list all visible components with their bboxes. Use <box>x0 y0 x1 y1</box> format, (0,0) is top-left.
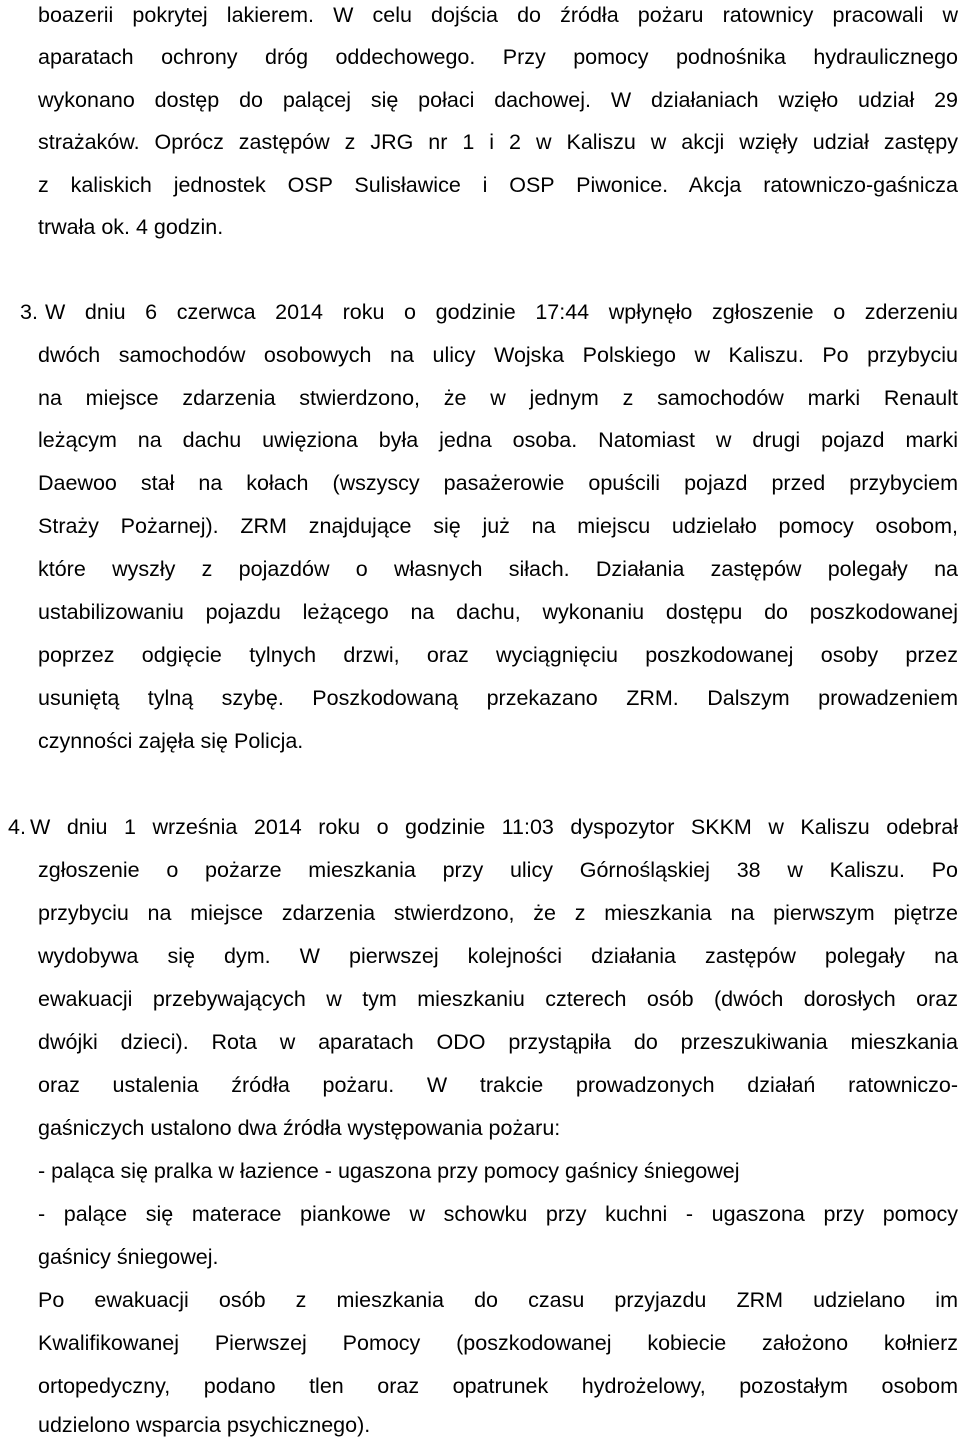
item-number: 4. <box>8 815 26 839</box>
text-line: z kaliskich jednostek OSP Sulisławice i OSP Piwonice. Akcja ratowniczo-gaśnicza <box>38 173 958 197</box>
text-line: boazerii pokrytej lakierem. W celu dojścia do źródła pożaru ratownicy pracowali w <box>38 3 958 27</box>
text-line: gaśnicy śniegowej. <box>38 1245 219 1269</box>
text-line: leżącym na dachu uwięziona była jedna osoba. Natomiast w drugi pojazd marki <box>38 428 958 452</box>
text-line: dwóch samochodów osobowych na ulicy Wojska Polskiego w Kaliszu. Po przybyciu <box>38 343 958 367</box>
text-line: poprzez odgięcie tylnych drzwi, oraz wyciągnięciu poszkodowanej osoby przez <box>38 643 958 667</box>
text-line: udzielono wsparcia psychicznego). <box>38 1413 371 1437</box>
text-line: Kwalifikowanej Pierwszej Pomocy (poszkodowanej kobiecie założono kołnierz <box>38 1331 958 1355</box>
text-line: przybyciu na miejsce zdarzenia stwierdzono, że z mieszkania na pierwszym piętrze <box>38 901 958 925</box>
text-line: które wyszły z pojazdów o własnych siłach. Działania zastępów polegały na <box>38 557 958 581</box>
text-line: ustabilizowaniu pojazdu leżącego na dachu, wykonaniu dostępu do poszkodowanej <box>38 600 958 624</box>
text-line: ortopedyczny, podano tlen oraz opatrunek hydrożelowy, pozostałym osobom <box>38 1374 958 1398</box>
bullet-line: - palące się materace piankowe w schowku przy kuchni - ugaszona przy pomocy <box>38 1202 958 1226</box>
text-line: zgłoszenie o pożarze mieszkania przy ulicy Górnośląskiej 38 w Kaliszu. Po <box>38 858 958 882</box>
text-line: ewakuacji przebywających w tym mieszkaniu czterech osób (dwóch dorosłych oraz <box>38 987 958 1011</box>
text-line: Po ewakuacji osób z mieszkania do czasu przyjazdu ZRM udzielano im <box>38 1288 958 1312</box>
text-line: aparatach ochrony dróg oddechowego. Przy pomocy podnośnika hydraulicznego <box>38 45 958 69</box>
text-line: W dniu 6 czerwca 2014 roku o godzinie 17:44 wpłynęło zgłoszenie o zderzeniu <box>45 300 958 324</box>
text-line: strażaków. Oprócz zastępów z JRG nr 1 i 2 w Kaliszu w akcji wzięły udział zastępy <box>38 130 958 154</box>
text-line: dwójki dzieci). Rota w aparatach ODO przystąpiła do przeszukiwania mieszkania <box>38 1030 958 1054</box>
text-line: wydobywa się dym. W pierwszej kolejności działania zastępów polegały na <box>38 944 958 968</box>
text-line: wykonano dostęp do palącej się połaci dachowej. W działaniach wzięło udział 29 <box>38 88 958 112</box>
item-number: 3. <box>20 300 38 324</box>
text-line: Daewoo stał na kołach (wszyscy pasażerowie opuścili pojazd przed przybyciem <box>38 471 958 495</box>
text-line: trwała ok. 4 godzin. <box>38 215 224 239</box>
text-line: Straży Pożarnej). ZRM znajdujące się już na miejscu udzielało pomocy osobom, <box>38 514 958 538</box>
text-line: gaśniczych ustalono dwa źródła występowania pożaru: <box>38 1116 561 1140</box>
text-line: czynności zajęła się Policja. <box>38 729 304 753</box>
text-line: na miejsce zdarzenia stwierdzono, że w jednym z samochodów marki Renault <box>38 386 958 410</box>
text-line: W dniu 1 września 2014 roku o godzinie 11:03 dyspozytor SKKM w Kaliszu odebrał <box>30 815 958 839</box>
text-line: usuniętą tylną szybę. Poszkodowaną przekazano ZRM. Dalszym prowadzeniem <box>38 686 958 710</box>
text-line: oraz ustalenia źródła pożaru. W trakcie prowadzonych działań ratowniczo- <box>38 1073 958 1097</box>
bullet-line: - paląca się pralka w łazience - ugaszona przy pomocy gaśnicy śniegowej <box>38 1159 740 1183</box>
